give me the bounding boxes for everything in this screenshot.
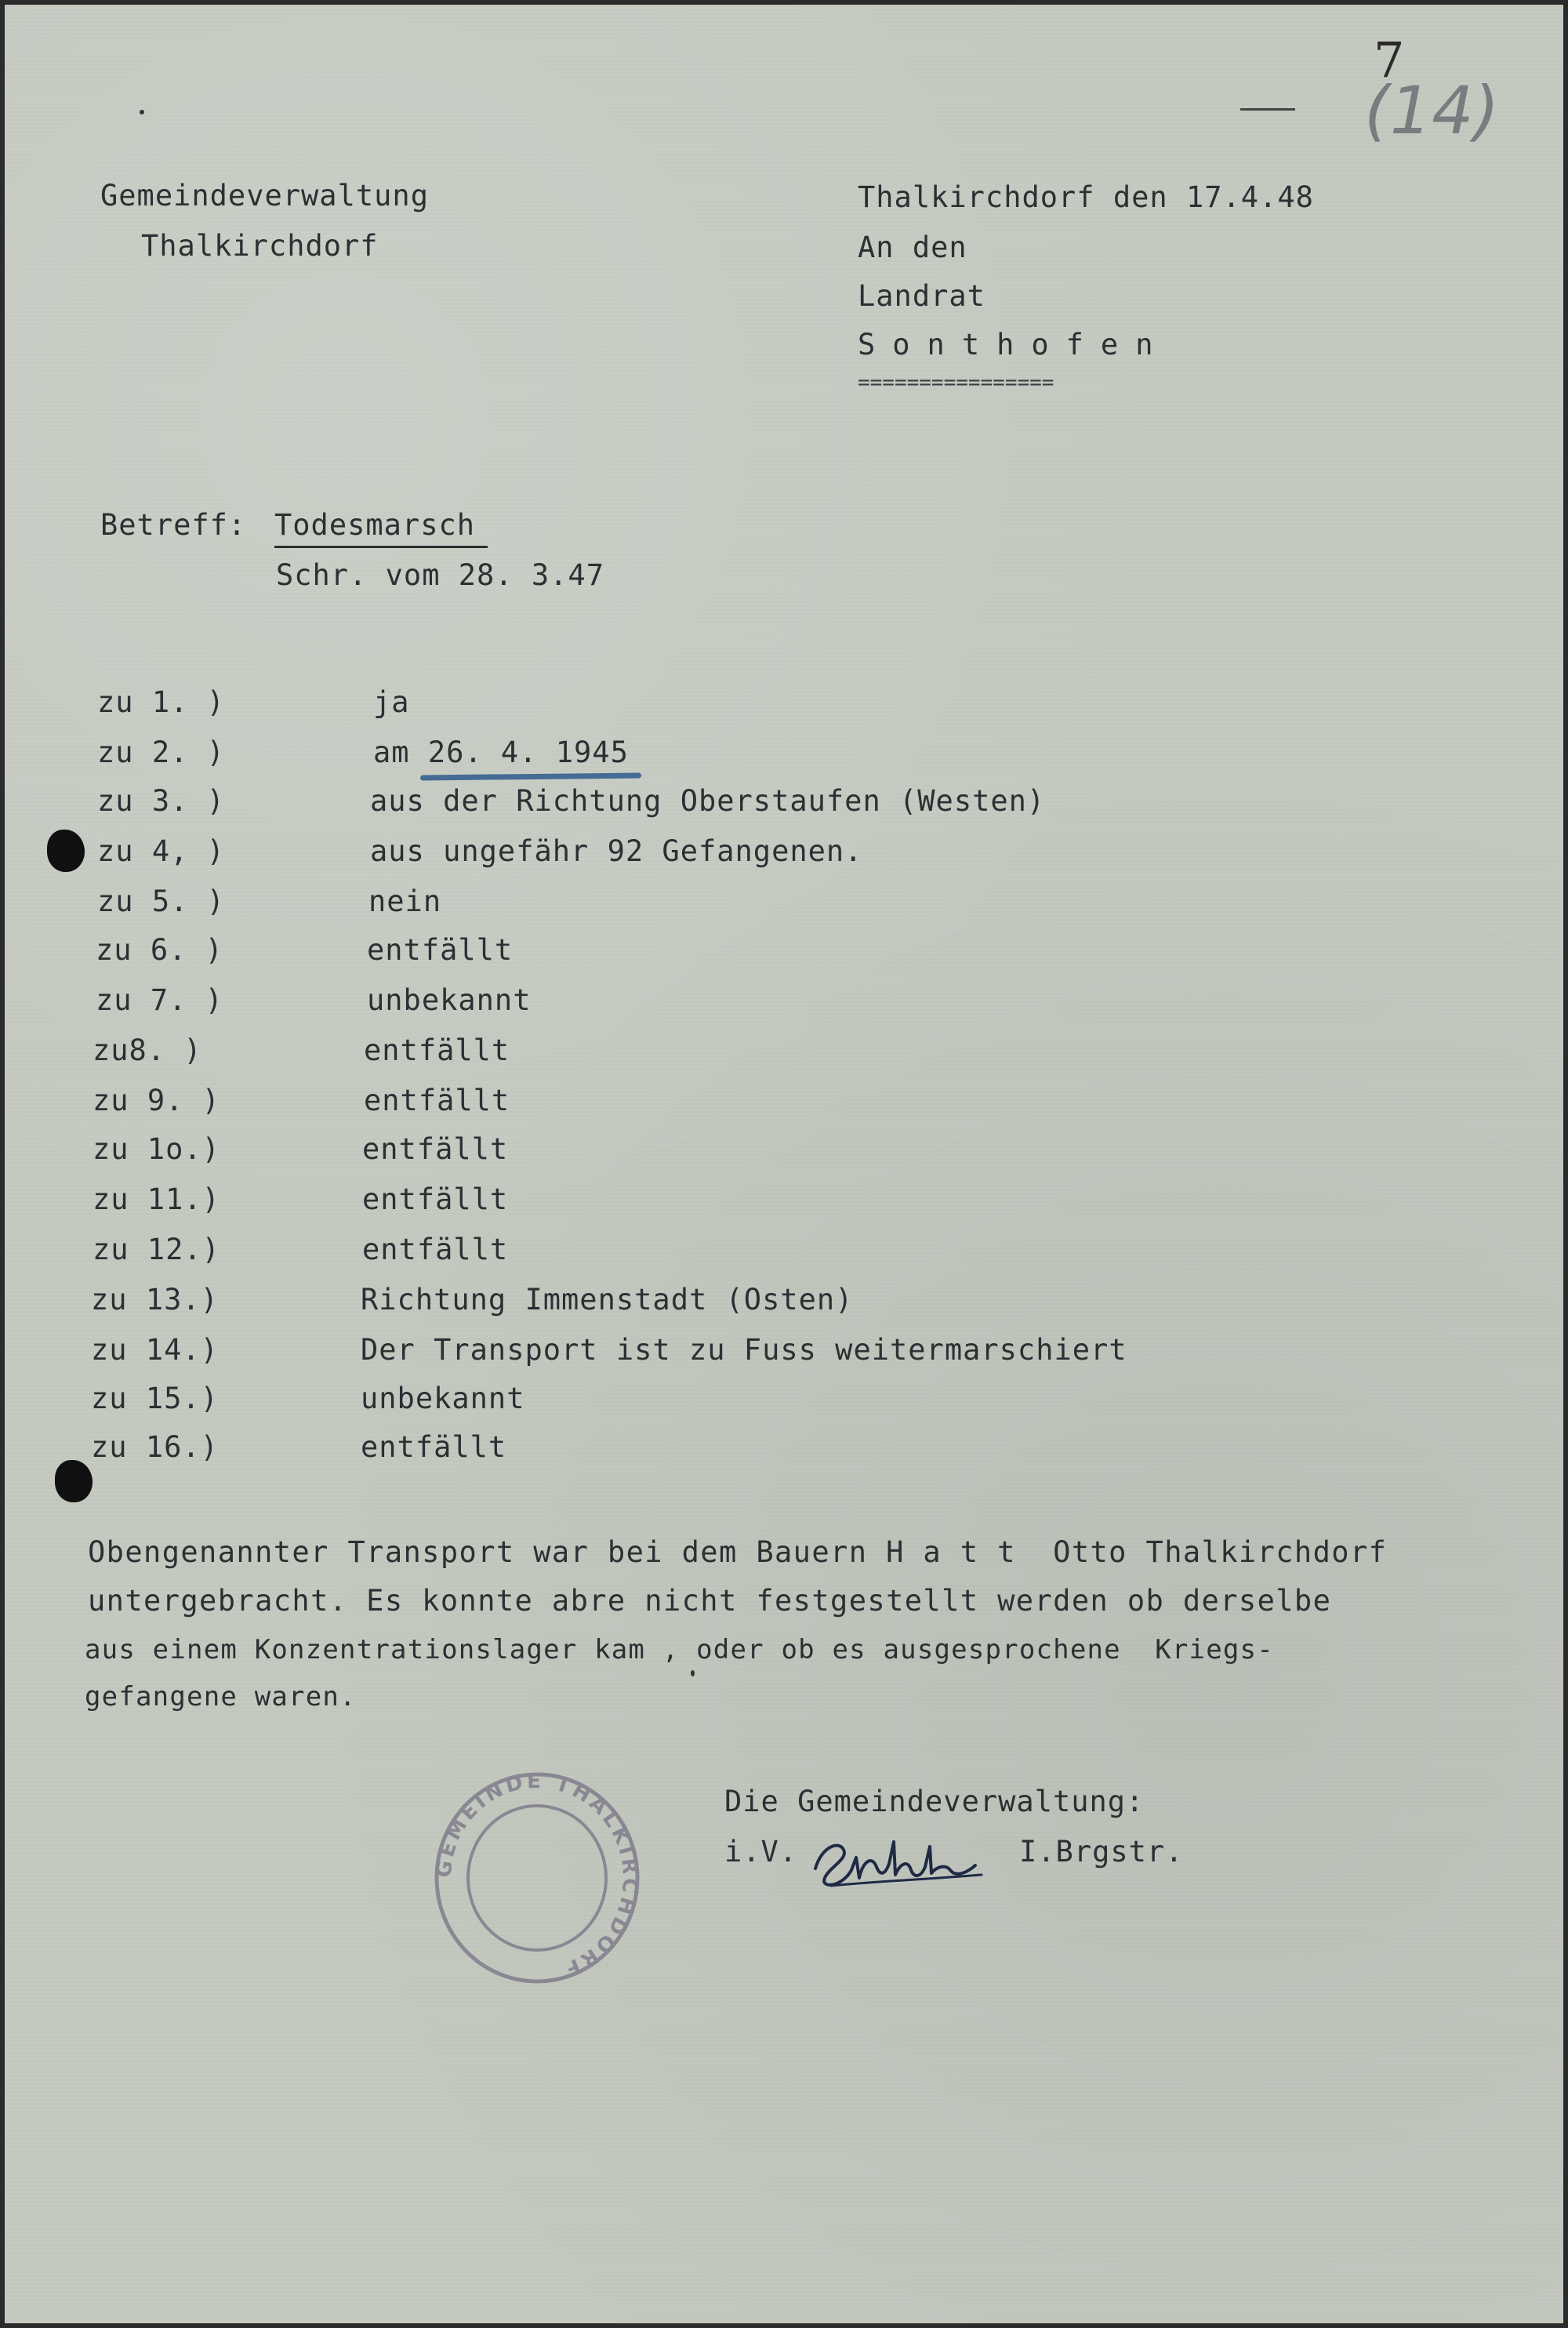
answer-text: entfällt [361, 1430, 507, 1464]
top-dash-mark [1240, 108, 1295, 111]
answer-text: entfällt [362, 1132, 509, 1166]
answer-text: nein [368, 884, 442, 918]
pencil-note: (14) [1364, 72, 1500, 149]
answer-number: zu 3. ) [97, 784, 225, 818]
answer-text: unbekannt [361, 1382, 525, 1415]
answer-number: zu 1o.) [93, 1132, 220, 1166]
closing-line: Die Gemeindeverwaltung: [724, 1785, 1145, 1818]
answer-number: zu 12.) [93, 1233, 220, 1266]
ink-speck [691, 1670, 695, 1676]
answer-number: zu 14.) [91, 1333, 219, 1367]
answer-text: am 26. 4. 1945 [373, 735, 629, 769]
body-line-3: aus einem Konzentrationslager kam , oder ob es ausgesprochene Kriegs- [85, 1634, 1274, 1665]
subject-title: Todesmarsch [274, 508, 476, 542]
page-number: 7 [1374, 31, 1405, 89]
closing-prefix: i.V. [724, 1835, 798, 1869]
answer-text: entfällt [362, 1182, 509, 1216]
subject-reference: Schr. vom 28. 3.47 [276, 558, 604, 592]
ink-speck [140, 110, 144, 114]
svg-text:GEMEINDE THALKIRCHDORF: GEMEINDE THALKIRCHDORF [432, 1769, 642, 1982]
answer-number: zu 16.) [91, 1430, 219, 1464]
blue-pencil-underline [420, 773, 641, 781]
closing-title: I.Brgstr. [1019, 1835, 1184, 1869]
answer-number: zu 1. ) [97, 685, 225, 719]
answer-text: aus ungefähr 92 Gefangenen. [370, 834, 863, 868]
answer-text: Der Transport ist zu Fuss weitermarschiert [361, 1333, 1127, 1367]
subject-label: Betreff: [100, 508, 247, 542]
body-line-2: untergebracht. Es konnte abre nicht festgestellt werden ob derselbe [88, 1584, 1332, 1618]
official-stamp [431, 1768, 643, 1988]
answer-number: zu 11.) [93, 1182, 220, 1216]
answer-text: entfällt [364, 1084, 510, 1117]
subject-title-underline [274, 546, 488, 548]
answer-text: entfällt [367, 933, 514, 967]
body-line-1: Obengenannter Transport war bei dem Bauern H a t t Otto Thalkirchdorf [88, 1535, 1388, 1569]
punch-hole-upper [47, 830, 85, 872]
punch-hole-lower [55, 1460, 93, 1502]
answer-text: entfällt [364, 1033, 510, 1067]
recipient-double-rule: ================ [858, 371, 1054, 394]
sender-line-1: Gemeindeverwaltung [100, 179, 429, 212]
recipient-line-2: Landrat [858, 279, 985, 313]
handwritten-signature [808, 1823, 988, 1894]
answer-text: entfällt [362, 1233, 509, 1266]
answer-number: zu 6. ) [96, 933, 223, 967]
answer-number: zu 15.) [91, 1382, 219, 1415]
answer-text: unbekannt [367, 983, 532, 1017]
answer-number: zu 2. ) [97, 735, 225, 769]
place-date: Thalkirchdorf den 17.4.48 [858, 180, 1314, 214]
answer-text: aus der Richtung Oberstaufen (Westen) [370, 784, 1046, 818]
body-line-4: gefangene waren. [85, 1681, 357, 1712]
recipient-line-1: An den [858, 231, 967, 264]
answer-number: zu 7. ) [96, 983, 223, 1017]
answer-text: ja [373, 685, 410, 719]
answer-text: Richtung Immenstadt (Osten) [361, 1283, 854, 1317]
answer-number: zu 4, ) [97, 834, 225, 868]
answer-number: zu8. ) [93, 1033, 202, 1067]
recipient-line-3: Sonthofen [858, 328, 1171, 361]
answer-number: zu 13.) [91, 1283, 219, 1317]
sender-line-2: Thalkirchdorf [141, 229, 379, 263]
answer-number: zu 5. ) [97, 884, 225, 918]
answer-number: zu 9. ) [93, 1084, 220, 1117]
